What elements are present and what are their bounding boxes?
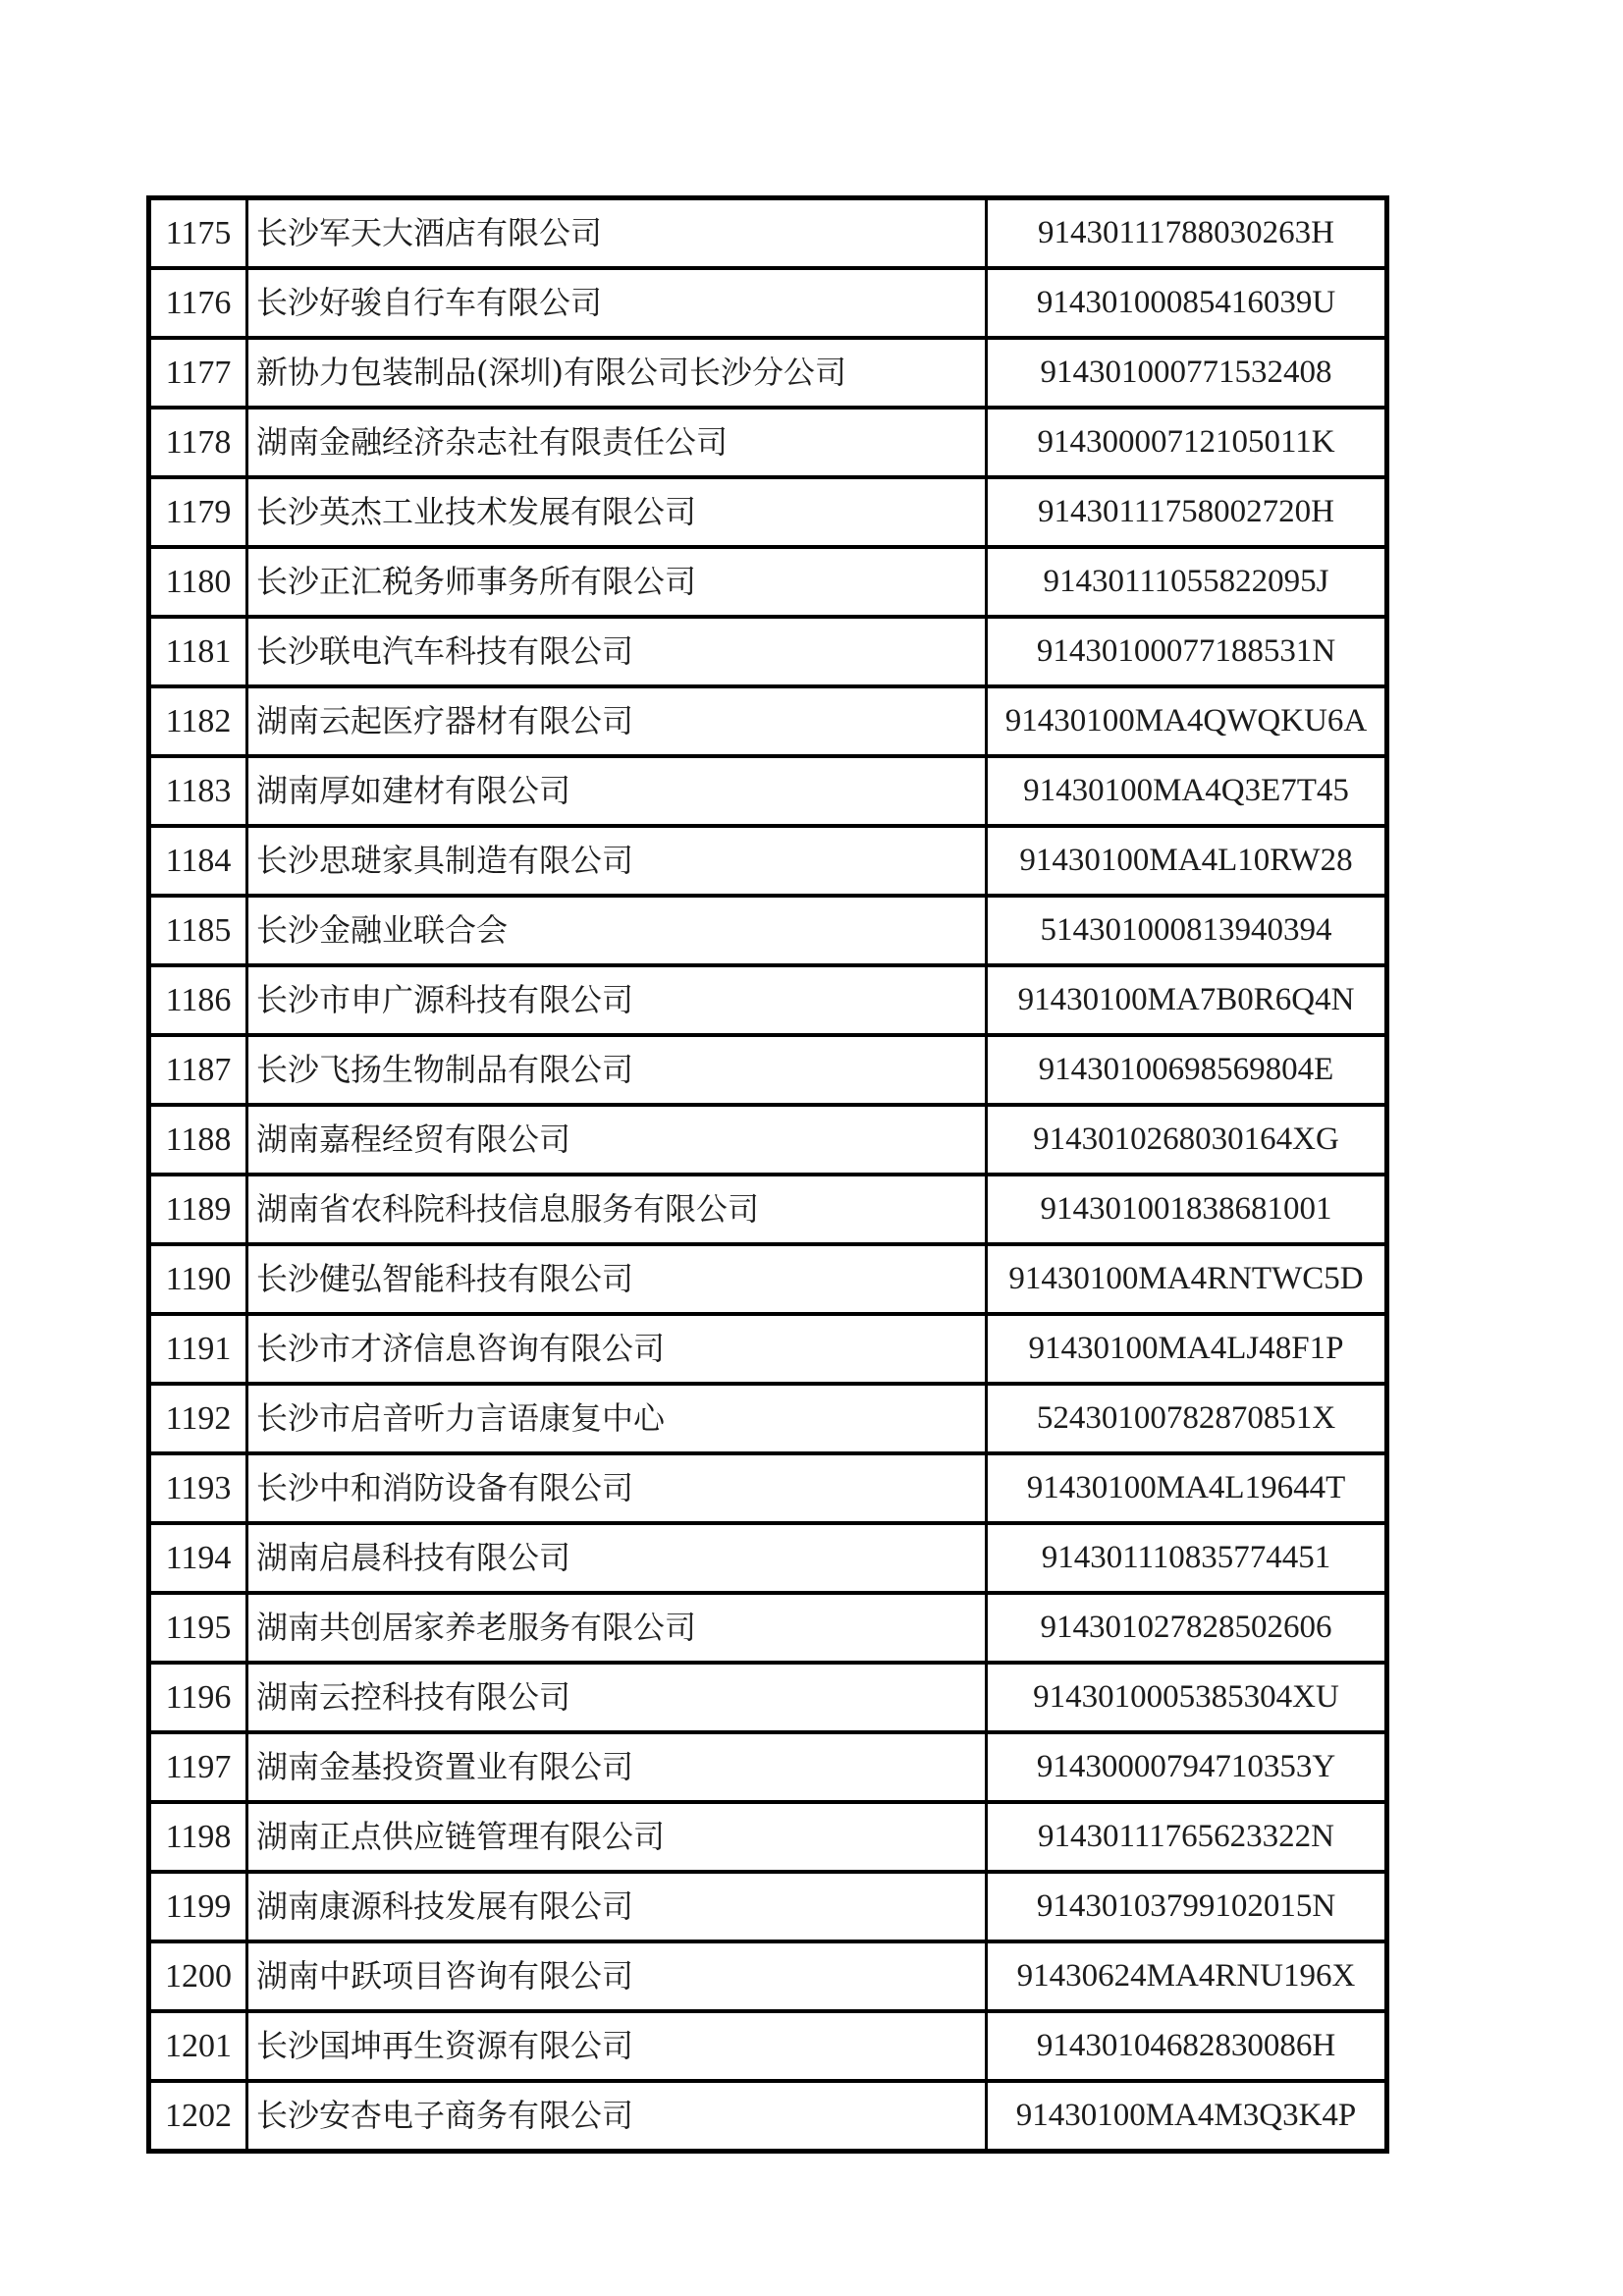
company-name-cell: 湖南金基投资置业有限公司 bbox=[247, 1732, 987, 1802]
row-number-cell: 1189 bbox=[149, 1175, 247, 1244]
credit-code-cell: 91430100MA4RNTWC5D bbox=[987, 1244, 1387, 1314]
table-row bbox=[149, 198, 1387, 269]
row-number-cell: 1175 bbox=[149, 198, 247, 269]
row-number-cell: 1192 bbox=[149, 1384, 247, 1453]
company-name-cell: 长沙军天大酒店有限公司 bbox=[247, 198, 987, 269]
credit-code-cell: 91430100MA4L10RW28 bbox=[987, 826, 1387, 896]
credit-code-cell: 91430100MA4LJ48F1P bbox=[987, 1314, 1387, 1384]
row-number-cell: 1198 bbox=[149, 1802, 247, 1872]
table-row bbox=[149, 408, 1387, 477]
table-row bbox=[149, 268, 1387, 338]
credit-code-cell: 91430100MA4L19644T bbox=[987, 1453, 1387, 1523]
row-number-cell: 1181 bbox=[149, 617, 247, 686]
table-row bbox=[149, 1732, 1387, 1802]
company-table-body bbox=[149, 198, 1387, 2152]
company-name-cell: 湖南正点供应链管理有限公司 bbox=[247, 1802, 987, 1872]
credit-code-cell: 914301001838681001 bbox=[987, 1175, 1387, 1244]
credit-code-cell: 91430111055822095J bbox=[987, 547, 1387, 617]
company-name-cell: 湖南云起医疗器材有限公司 bbox=[247, 686, 987, 756]
row-number-cell: 1197 bbox=[149, 1732, 247, 1802]
table-row bbox=[149, 1802, 1387, 1872]
row-number-cell: 1187 bbox=[149, 1035, 247, 1105]
credit-code-cell: 9143010005385304XU bbox=[987, 1663, 1387, 1732]
row-number-cell: 1190 bbox=[149, 1244, 247, 1314]
credit-code-cell: 91430111788030263H bbox=[987, 198, 1387, 269]
company-name-cell: 长沙市才济信息咨询有限公司 bbox=[247, 1314, 987, 1384]
table-row bbox=[149, 477, 1387, 547]
table-row bbox=[149, 896, 1387, 965]
row-number-cell: 1193 bbox=[149, 1453, 247, 1523]
company-name-cell: 长沙英杰工业技术发展有限公司 bbox=[247, 477, 987, 547]
company-name-cell: 湖南金融经济杂志社有限责任公司 bbox=[247, 408, 987, 477]
row-number-cell: 1185 bbox=[149, 896, 247, 965]
company-name-cell: 湖南嘉程经贸有限公司 bbox=[247, 1105, 987, 1175]
table-row bbox=[149, 1872, 1387, 1941]
row-number-cell: 1196 bbox=[149, 1663, 247, 1732]
table-row bbox=[149, 547, 1387, 617]
row-number-cell: 1179 bbox=[149, 477, 247, 547]
row-number-cell: 1201 bbox=[149, 2011, 247, 2081]
credit-code-cell: 9143010268030164XG bbox=[987, 1105, 1387, 1175]
table-row bbox=[149, 1035, 1387, 1105]
credit-code-cell: 91430100MA4Q3E7T45 bbox=[987, 756, 1387, 826]
table-row bbox=[149, 2011, 1387, 2081]
company-name-cell: 长沙金融业联合会 bbox=[247, 896, 987, 965]
company-name-cell: 长沙市启音听力言语康复中心 bbox=[247, 1384, 987, 1453]
table-row bbox=[149, 1244, 1387, 1314]
row-number-cell: 1180 bbox=[149, 547, 247, 617]
table-row bbox=[149, 686, 1387, 756]
row-number-cell: 1195 bbox=[149, 1593, 247, 1663]
row-number-cell: 1182 bbox=[149, 686, 247, 756]
row-number-cell: 1202 bbox=[149, 2081, 247, 2152]
credit-code-cell: 914301000771532408 bbox=[987, 338, 1387, 408]
company-name-cell: 长沙市申广源科技有限公司 bbox=[247, 965, 987, 1035]
row-number-cell: 1176 bbox=[149, 268, 247, 338]
credit-code-cell: 514301000813940394 bbox=[987, 896, 1387, 965]
row-number-cell: 1194 bbox=[149, 1523, 247, 1593]
credit-code-cell: 914301110835774451 bbox=[987, 1523, 1387, 1593]
table-row bbox=[149, 1175, 1387, 1244]
row-number-cell: 1200 bbox=[149, 1941, 247, 2011]
row-number-cell: 1191 bbox=[149, 1314, 247, 1384]
company-name-cell: 湖南中跃项目咨询有限公司 bbox=[247, 1941, 987, 2011]
company-name-cell: 长沙健弘智能科技有限公司 bbox=[247, 1244, 987, 1314]
table-row bbox=[149, 338, 1387, 408]
row-number-cell: 1184 bbox=[149, 826, 247, 896]
company-name-cell: 长沙好骏自行车有限公司 bbox=[247, 268, 987, 338]
credit-code-cell: 91430111765623322N bbox=[987, 1802, 1387, 1872]
company-table bbox=[146, 195, 1389, 2154]
credit-code-cell: 91430100077188531N bbox=[987, 617, 1387, 686]
table-row bbox=[149, 826, 1387, 896]
row-number-cell: 1183 bbox=[149, 756, 247, 826]
credit-code-cell: 91430624MA4RNU196X bbox=[987, 1941, 1387, 2011]
table-row bbox=[149, 1384, 1387, 1453]
table-row bbox=[149, 1593, 1387, 1663]
company-name-cell: 湖南厚如建材有限公司 bbox=[247, 756, 987, 826]
company-name-cell: 长沙飞扬生物制品有限公司 bbox=[247, 1035, 987, 1105]
company-name-cell: 湖南云控科技有限公司 bbox=[247, 1663, 987, 1732]
table-row bbox=[149, 617, 1387, 686]
table-row bbox=[149, 965, 1387, 1035]
credit-code-cell: 91430103799102015N bbox=[987, 1872, 1387, 1941]
credit-code-cell: 91430100698569804E bbox=[987, 1035, 1387, 1105]
company-name-cell: 新协力包装制品(深圳)有限公司长沙分公司 bbox=[247, 338, 987, 408]
table-row bbox=[149, 2081, 1387, 2152]
company-name-cell: 长沙思琎家具制造有限公司 bbox=[247, 826, 987, 896]
table-row bbox=[149, 1314, 1387, 1384]
company-name-cell: 湖南共创居家养老服务有限公司 bbox=[247, 1593, 987, 1663]
row-number-cell: 1188 bbox=[149, 1105, 247, 1175]
row-number-cell: 1178 bbox=[149, 408, 247, 477]
table-row bbox=[149, 1663, 1387, 1732]
credit-code-cell: 91430100085416039U bbox=[987, 268, 1387, 338]
credit-code-cell: 91430000712105011K bbox=[987, 408, 1387, 477]
company-name-cell: 长沙中和消防设备有限公司 bbox=[247, 1453, 987, 1523]
company-name-cell: 长沙联电汽车科技有限公司 bbox=[247, 617, 987, 686]
credit-code-cell: 91430104682830086H bbox=[987, 2011, 1387, 2081]
table-row bbox=[149, 1105, 1387, 1175]
row-number-cell: 1199 bbox=[149, 1872, 247, 1941]
table-row bbox=[149, 1941, 1387, 2011]
table-row bbox=[149, 1453, 1387, 1523]
company-name-cell: 湖南康源科技发展有限公司 bbox=[247, 1872, 987, 1941]
credit-code-cell: 91430111758002720H bbox=[987, 477, 1387, 547]
company-name-cell: 长沙安杏电子商务有限公司 bbox=[247, 2081, 987, 2152]
row-number-cell: 1186 bbox=[149, 965, 247, 1035]
company-name-cell: 湖南省农科院科技信息服务有限公司 bbox=[247, 1175, 987, 1244]
credit-code-cell: 91430100MA7B0R6Q4N bbox=[987, 965, 1387, 1035]
credit-code-cell: 52430100782870851X bbox=[987, 1384, 1387, 1453]
credit-code-cell: 91430100MA4M3Q3K4P bbox=[987, 2081, 1387, 2152]
credit-code-cell: 914301027828502606 bbox=[987, 1593, 1387, 1663]
company-name-cell: 湖南启晨科技有限公司 bbox=[247, 1523, 987, 1593]
credit-code-cell: 91430100MA4QWQKU6A bbox=[987, 686, 1387, 756]
company-name-cell: 长沙正汇税务师事务所有限公司 bbox=[247, 547, 987, 617]
row-number-cell: 1177 bbox=[149, 338, 247, 408]
table-row bbox=[149, 756, 1387, 826]
company-name-cell: 长沙国坤再生资源有限公司 bbox=[247, 2011, 987, 2081]
table-row bbox=[149, 1523, 1387, 1593]
credit-code-cell: 91430000794710353Y bbox=[987, 1732, 1387, 1802]
